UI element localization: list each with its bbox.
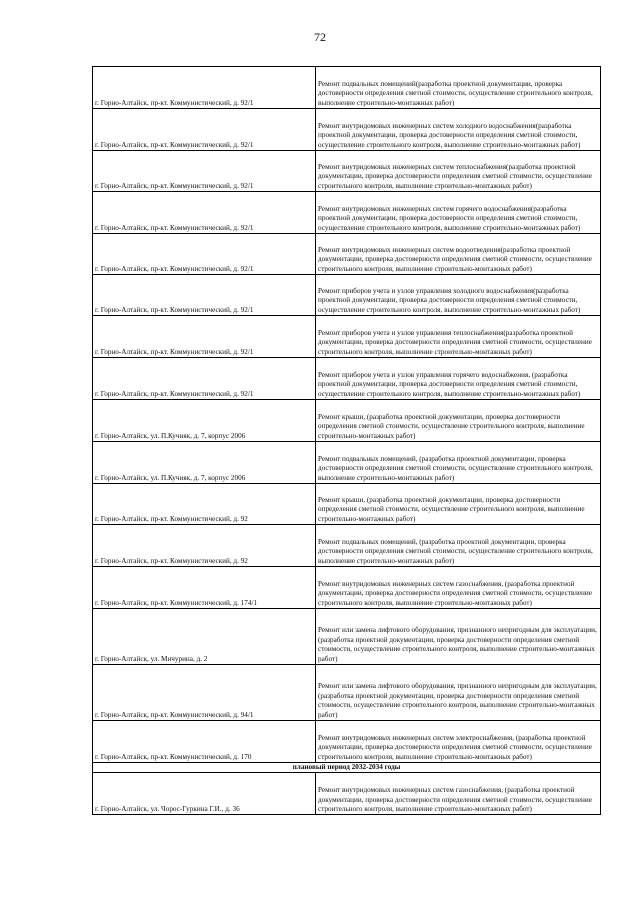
address-cell: г. Горно-Алтайск, пр-кт. Коммунистический, д. 92/1 xyxy=(93,67,316,109)
table-row xyxy=(93,609,601,665)
work-description-cell: Ремонт внутридомовых инженерных систем водоотведения(разработка проектной документации, проверка достоверности определения сметной стоимости, осуществление строительного контроля, выполнение строительно-монтажных работ) xyxy=(316,234,601,275)
address-cell: г. Горно-Алтайск, ул. Чорос-Гуркина Г.И., д. 36 xyxy=(93,773,316,815)
table-row xyxy=(93,442,601,484)
address-cell: г. Горно-Алтайск, пр-кт. Коммунистический, д. 92/1 xyxy=(93,275,316,316)
works-table-body xyxy=(93,67,601,815)
address-cell: г. Горно-Алтайск, пр-кт. Коммунистический, д. 94/1 xyxy=(93,665,316,721)
work-description-cell: Ремонт или замена лифтового оборудования, признанного непригодным для эксплуатации, (разработка проектной документации, проверка достоверности определения сметной стоимости, осуществление строительного контроля, выполнение строительно-монтажных работ) xyxy=(316,609,601,665)
address-cell: г. Горно-Алтайск, пр-кт. Коммунистический, д. 92/1 xyxy=(93,151,316,192)
work-description-cell: Ремонт внутридомовых инженерных систем газоснабжения, (разработка проектной документации, проверка достоверности определения сметной стоимости, осуществление строительного контроля, выполнение строительно-монтажных работ) xyxy=(316,773,601,815)
address-cell: г. Горно-Алтайск, пр-кт. Коммунистический, д. 174/1 xyxy=(93,567,316,609)
table-row xyxy=(93,109,601,151)
work-description-cell: Ремонт подвальных помещений(разработка проектной документации, проверка достоверности определения сметной стоимости, осуществление строительного контроля, выполнение строительно-монтажных работ) xyxy=(316,67,601,109)
work-description-cell: Ремонт подвальных помещений, (разработка проектной документации, проверка достоверности определения сметной стоимости, осуществление строительного контроля, выполнение строительно-монтажных работ) xyxy=(316,525,601,567)
work-description-cell: Ремонт внутридомовых инженерных систем горячего водоснабжения(разработка проектной документации, проверка достоверности определения сметной стоимости, осуществление строительного контроля, выполнение строительно-монтажных работ) xyxy=(316,192,601,234)
table-row xyxy=(93,773,601,815)
address-cell: г. Горно-Алтайск, ул. П.Кучияк, д. 7, корпус 2006 xyxy=(93,400,316,442)
table-row xyxy=(93,151,601,192)
works-table xyxy=(92,66,601,815)
address-cell: г. Горно-Алтайск, пр-кт. Коммунистический, д. 92/1 xyxy=(93,316,316,358)
table-row xyxy=(93,316,601,358)
page-number: 72 xyxy=(314,30,326,44)
address-cell: г. Горно-Алтайск, пр-кт. Коммунистический, д. 92/1 xyxy=(93,358,316,400)
work-description-cell: Ремонт крыши, (разработка проектной документации, проверка достоверности определения сметной стоимости, осуществление строительного контроля, выполнение строительно-монтажных работ) xyxy=(316,484,601,525)
table-row xyxy=(93,192,601,234)
work-description-cell: Ремонт подвальных помещений, (разработка проектной документации, проверка достоверности определения сметной стоимости, осуществление строительного контроля, выполнение строительно-монтажных работ) xyxy=(316,442,601,484)
table-row xyxy=(93,67,601,109)
address-cell: г. Горно-Алтайск, пр-кт. Коммунистический, д. 170 xyxy=(93,721,316,763)
period-header: плановый период 2032-2034 годы xyxy=(93,763,601,773)
address-cell: г. Горно-Алтайск, ул. Мичурина, д. 2 xyxy=(93,609,316,665)
table-row xyxy=(93,275,601,316)
work-description-cell: Ремонт или замена лифтового оборудования, признанного непригодным для эксплуатации, (разработка проектной документации, проверка достоверности определения сметной стоимости, осуществление строительного контроля, выполнение строительно-монтажных работ) xyxy=(316,665,601,721)
table-row xyxy=(93,525,601,567)
address-cell: г. Горно-Алтайск, пр-кт. Коммунистический, д. 92/1 xyxy=(93,234,316,275)
work-description-cell: Ремонт приборов учета и узлов управления горячего водоснабжения, (разработка проектной документации, проверка достоверности определения сметной стоимости, осуществление строительного контроля, выполнение строительно-монтажных работ) xyxy=(316,358,601,400)
work-description-cell: Ремонт приборов учета и узлов управления теплоснабжения(разработка проектной документации, проверка достоверности определения сметной стоимости, осуществление строительного контроля, выполнение строительно-монтажных работ) xyxy=(316,316,601,358)
work-description-cell: Ремонт приборов учета и узлов управления холодного водоснабжения(разработка проектной документации, проверка достоверности определения сметной стоимости, осуществление строительного контроля, выполнение строительно-монтажных работ) xyxy=(316,275,601,316)
period-header-row xyxy=(93,763,601,773)
table-row xyxy=(93,567,601,609)
table-row xyxy=(93,721,601,763)
table-row xyxy=(93,665,601,721)
work-description-cell: Ремонт внутридомовых инженерных систем газоснабжения, (разработка проектной документации, проверка достоверности определения сметной стоимости, осуществление строительного контроля, выполнение строительно-монтажных работ) xyxy=(316,567,601,609)
table-row xyxy=(93,400,601,442)
work-description-cell: Ремонт внутридомовых инженерных систем электроснабжения, (разработка проектной документации, проверка достоверности определения сметной стоимости, осуществление строительного контроля, выполнение строительно-монтажных работ) xyxy=(316,721,601,763)
address-cell: г. Горно-Алтайск, пр-кт. Коммунистический, д. 92/1 xyxy=(93,109,316,151)
address-cell: г. Горно-Алтайск, ул. П.Кучияк, д. 7, корпус 2006 xyxy=(93,442,316,484)
table-row xyxy=(93,358,601,400)
table-row xyxy=(93,484,601,525)
work-description-cell: Ремонт внутридомовых инженерных систем теплоснабжения(разработка проектной документации, проверка достоверности определения сметной стоимости, осуществление строительного контроля, выполнение строительно-монтажных работ) xyxy=(316,151,601,192)
work-description-cell: Ремонт крыши, (разработка проектной документации, проверка достоверности определения сметной стоимости, осуществление строительного контроля, выполнение строительно-монтажных работ) xyxy=(316,400,601,442)
table-row xyxy=(93,234,601,275)
address-cell: г. Горно-Алтайск, пр-кт. Коммунистический, д. 92/1 xyxy=(93,192,316,234)
work-description-cell: Ремонт внутридомовых инженерных систем холодного водоснабжения(разработка проектной документации, проверка достоверности определения сметной стоимости, осуществление строительного контроля, выполнение строительно-монтажных работ) xyxy=(316,109,601,151)
address-cell: г. Горно-Алтайск, пр-кт. Коммунистический, д. 92 xyxy=(93,525,316,567)
address-cell: г. Горно-Алтайск, пр-кт. Коммунистический, д. 92 xyxy=(93,484,316,525)
